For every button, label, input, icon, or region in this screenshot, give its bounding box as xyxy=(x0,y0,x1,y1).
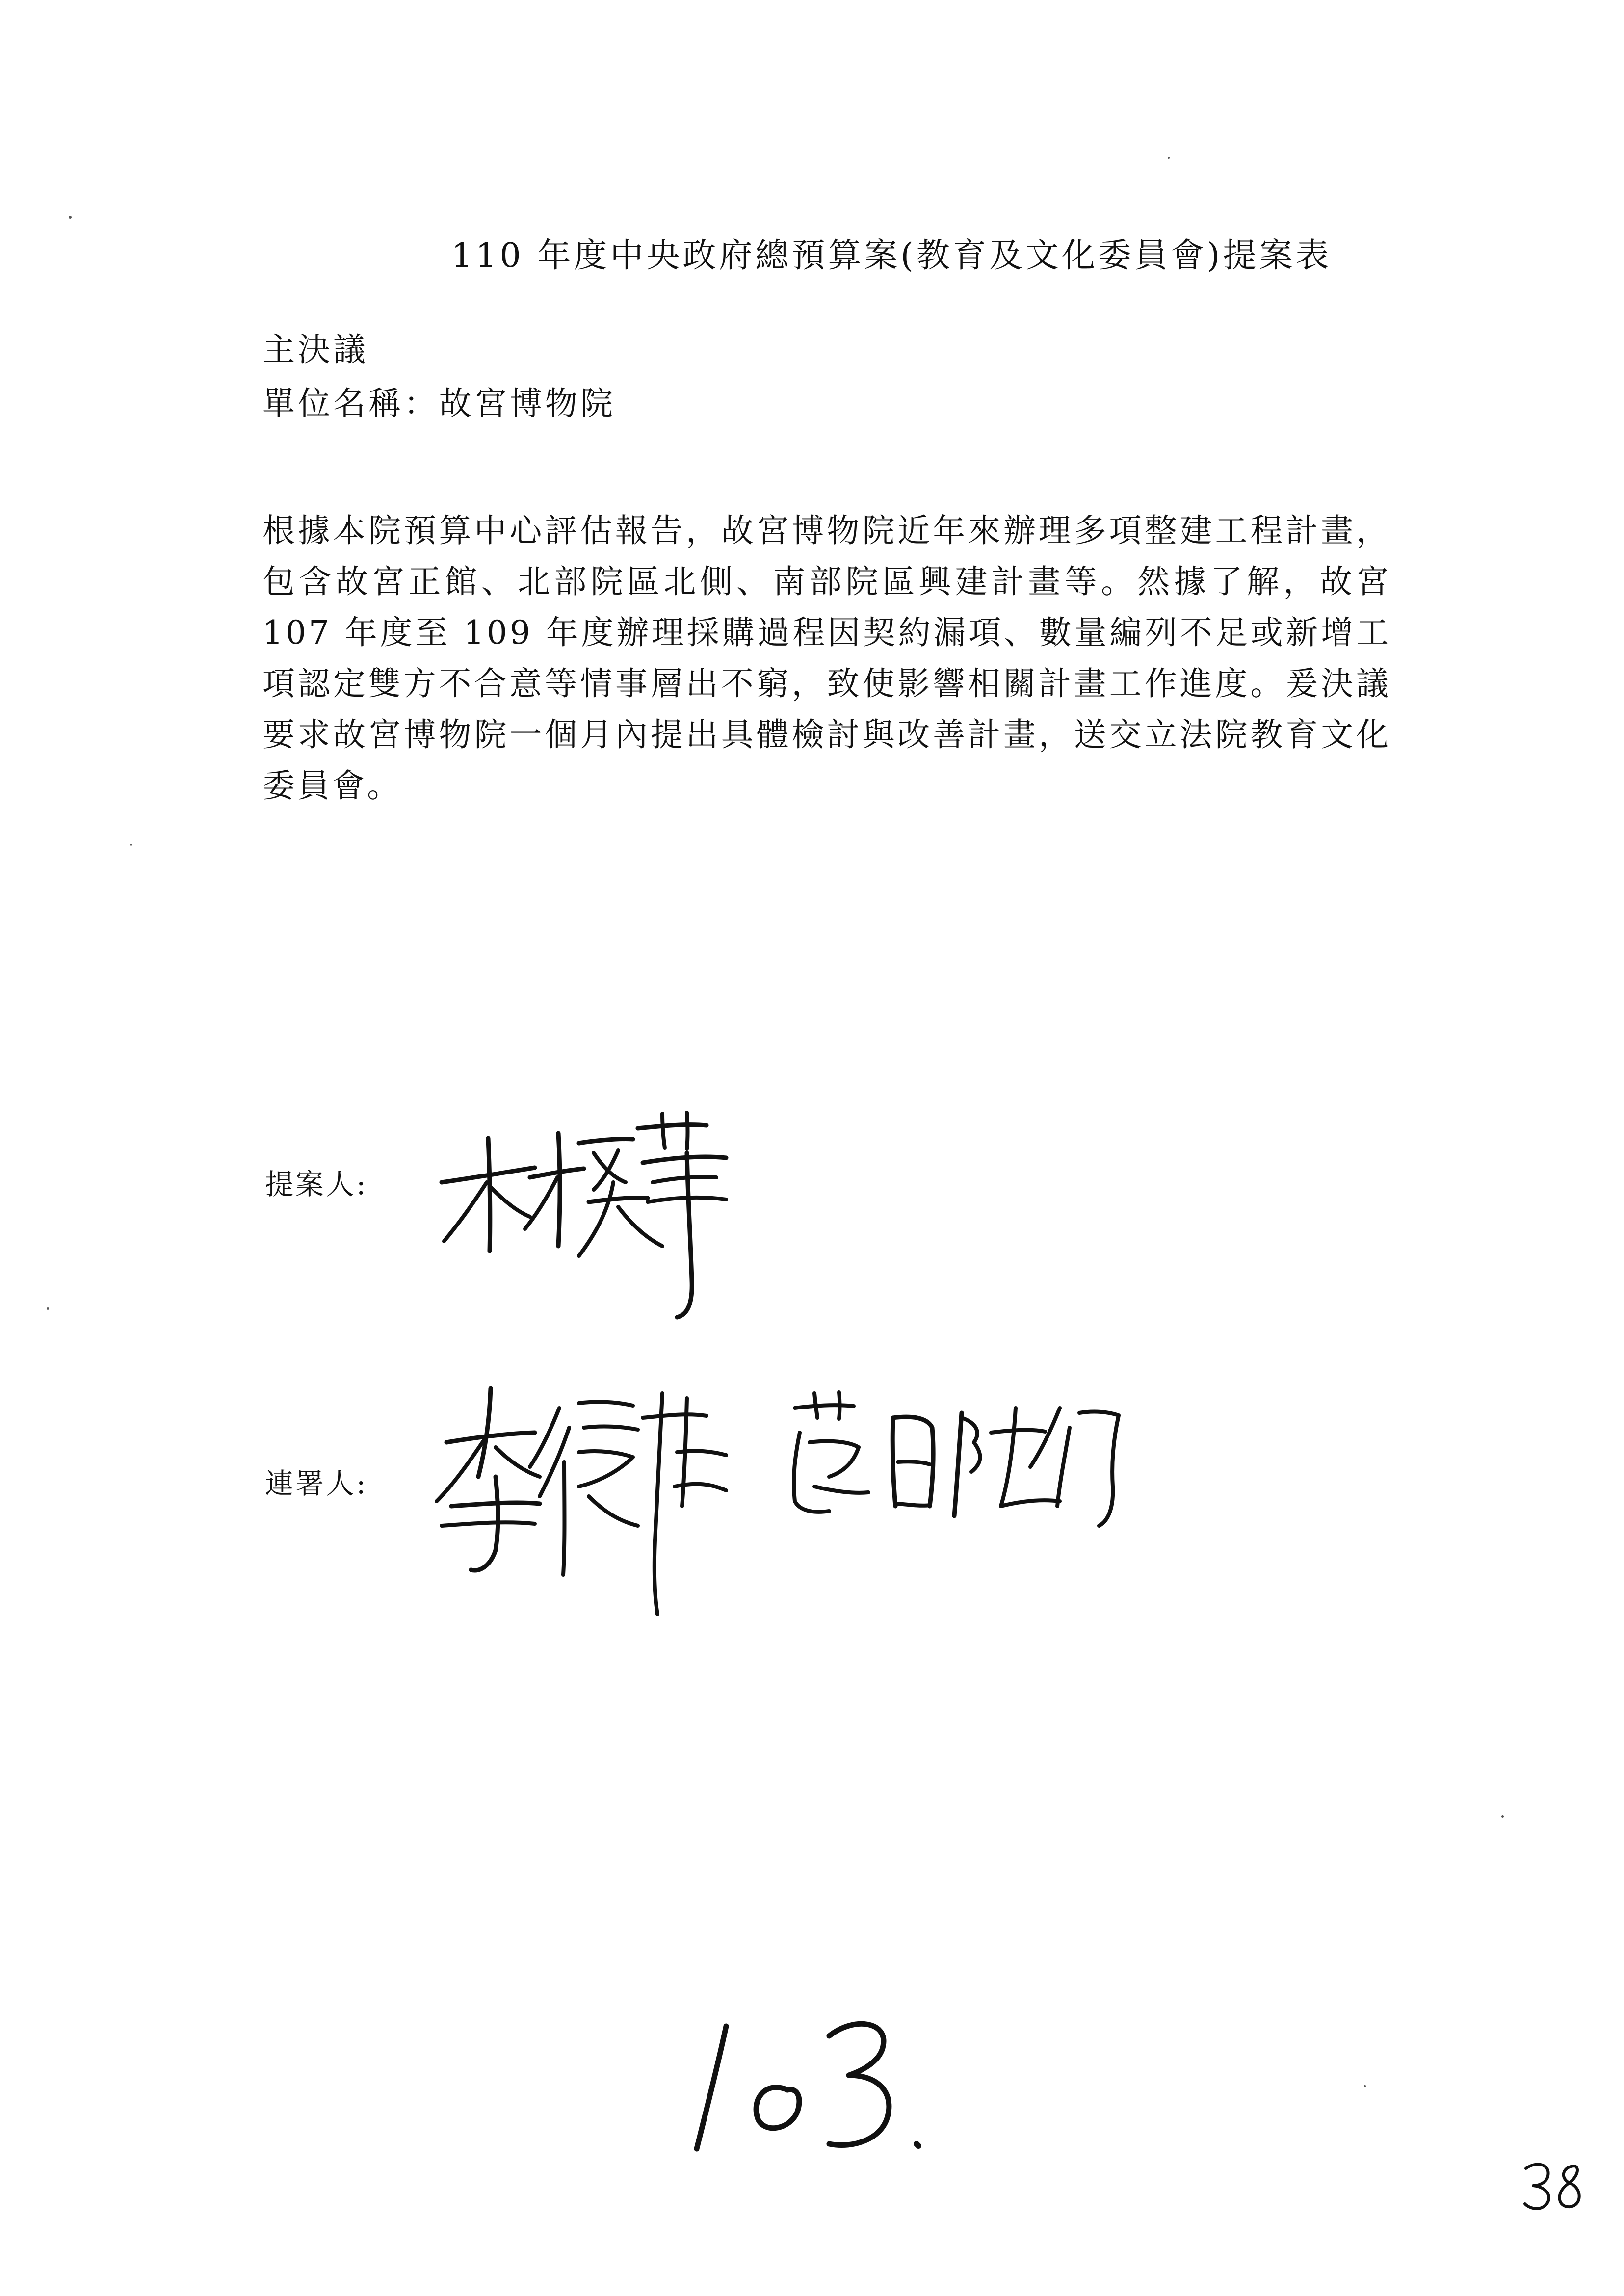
scan-speck xyxy=(69,216,72,219)
main-resolution-label: 主決議 xyxy=(262,331,368,368)
body-paragraph: 根據本院預算中心評估報告，故宮博物院近年來辦理多項整建工程計畫，包含故宮正館、北部院區北側、南部院區興建計畫等。然據了解，故宮 107 年度至 109 年度辦理採購過程因契約漏項、數量編列不足或新增工項認定雙方不合意等情事層出不窮，致使影響相關計畫工作進度。爰決議要求故宮博物院一個月內提出具體檢討與改善計畫，送交立法院教育文化委員會。 xyxy=(262,512,1391,805)
scan-speck xyxy=(47,1307,49,1310)
scan-speck xyxy=(1168,157,1170,159)
unit-label: 單位名稱： xyxy=(262,385,439,422)
proposer-label: 提案人: xyxy=(265,1168,368,1201)
unit-line xyxy=(262,385,616,422)
proposer-signature xyxy=(432,1109,756,1325)
unit-value: 故宮博物院 xyxy=(439,385,616,422)
proposal-number-handwritten xyxy=(682,2002,937,2159)
page-number-handwritten xyxy=(1521,2159,1595,2213)
document-title: 110 年度中央政府總預算案(教育及文化委員會)提案表 xyxy=(451,236,1332,275)
cosigner-label: 連署人: xyxy=(265,1467,368,1500)
scan-speck xyxy=(130,844,132,846)
scan-speck xyxy=(1364,2085,1366,2087)
cosigner-signature-2 xyxy=(785,1388,1128,1536)
scan-speck xyxy=(1501,1815,1504,1818)
cosigner-signature-1 xyxy=(432,1379,736,1624)
